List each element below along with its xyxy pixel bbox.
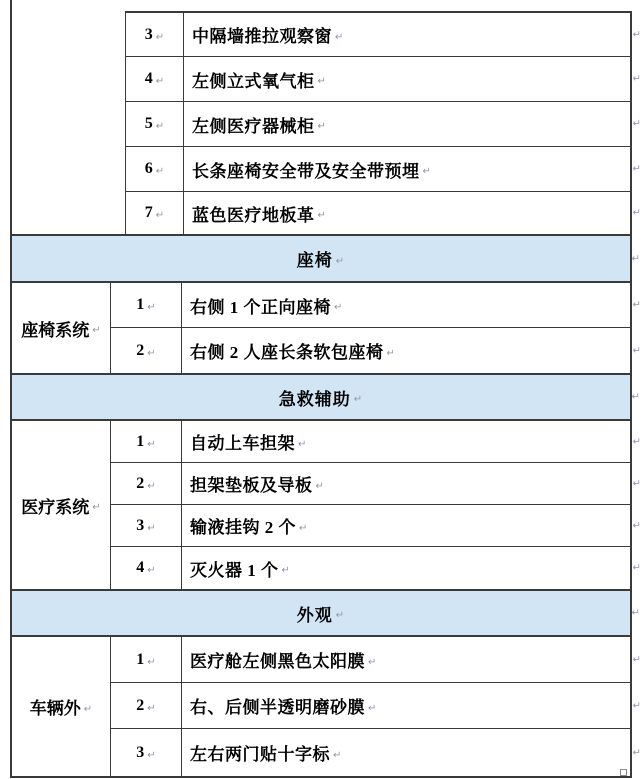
row-number: 2 [136, 341, 145, 359]
row-number-cell [111, 683, 182, 728]
paragraph-mark-icon: ↵ [92, 325, 101, 336]
section-header-text: 座椅 [296, 251, 333, 270]
paragraph-mark-icon: ↵ [315, 480, 325, 492]
row-desc: 右侧 1 个正向座椅 [190, 297, 331, 317]
section-header-seats [10, 236, 641, 283]
row-number-cell [126, 192, 184, 234]
section-label-cell [12, 421, 111, 589]
section-label: 座椅系统 [21, 320, 90, 340]
paragraph-mark-icon: ↵ [155, 76, 165, 87]
row-end-mark-icon: ↵ [632, 29, 641, 40]
section-cabin-fitout [10, 11, 641, 236]
row-desc: 长条座椅安全带及安全带预埋 [192, 161, 420, 181]
paragraph-mark-icon: ↵ [147, 656, 156, 668]
row-desc-cell [184, 13, 630, 56]
row-desc-cell [182, 547, 630, 589]
row-number-cell [111, 547, 182, 589]
row-number-cell [111, 328, 182, 373]
table-row [111, 683, 641, 729]
table-row [111, 421, 641, 463]
paragraph-mark-icon: ↵ [92, 502, 101, 513]
row-desc: 左右两门贴十字标 [190, 745, 330, 764]
section-header-exterior [10, 591, 641, 637]
row-desc-cell [184, 192, 630, 234]
row-number: 6 [144, 160, 153, 177]
paragraph-mark-icon: ↵ [317, 121, 327, 132]
row-number: 3 [144, 25, 153, 43]
section-label: 医疗系统 [21, 497, 90, 517]
row-desc-cell [182, 637, 630, 682]
paragraph-mark-icon: ↵ [147, 565, 156, 576]
row-desc-cell [182, 463, 630, 504]
row-number: 7 [144, 204, 153, 221]
row-desc-cell [182, 683, 630, 728]
row-number: 3 [136, 743, 145, 761]
row-desc: 中隔墙推拉观察窗 [192, 27, 332, 46]
row-number: 1 [136, 432, 145, 450]
row-desc-cell [184, 102, 630, 146]
section-header-text: 急救辅助 [278, 389, 351, 409]
row-desc: 灭火器 1 个 [190, 560, 279, 580]
row-desc-cell [184, 147, 630, 191]
paragraph-mark-icon: ↵ [334, 302, 343, 313]
row-number: 5 [144, 115, 153, 132]
row-desc: 右、后侧半透明磨砂膜 [190, 698, 365, 717]
paragraph-mark-icon: ↵ [368, 702, 377, 714]
row-number-cell [111, 637, 182, 682]
paragraph-mark-icon: ↵ [298, 438, 307, 450]
row-number: 4 [136, 559, 145, 576]
row-desc: 自动上车担架 [190, 434, 295, 453]
row-number: 4 [144, 70, 153, 87]
row-desc: 蓝色医疗地板革 [192, 205, 315, 225]
section-label: 车辆外 [29, 699, 81, 718]
row-desc: 输液挂钩 2 个 [190, 518, 296, 537]
row-end-mark-icon: ↵ [632, 345, 641, 356]
paragraph-mark-icon: ↵ [335, 255, 346, 267]
row-desc: 左侧立式氧气柜 [192, 71, 315, 91]
row-end-mark-icon: ↵ [632, 163, 641, 175]
row-end-mark-icon: ↵ [632, 299, 641, 311]
paragraph-mark-icon: ↵ [147, 702, 156, 714]
row-desc-cell [182, 421, 630, 462]
table-row [126, 13, 641, 57]
row-number: 1 [136, 650, 145, 668]
row-number-cell [126, 102, 184, 146]
table-row [111, 283, 641, 328]
paragraph-mark-icon: ↵ [155, 31, 165, 43]
row-number: 2 [136, 474, 145, 492]
table-left-border-continuation [10, 0, 632, 11]
row-number-cell [126, 57, 184, 101]
section-medical-system [10, 421, 641, 591]
row-number-cell [111, 283, 182, 327]
row-number-cell [111, 421, 182, 462]
row-end-mark-icon: ↵ [632, 478, 641, 489]
paragraph-mark-icon: ↵ [155, 210, 165, 221]
table-row [126, 192, 641, 234]
table-row [111, 463, 641, 505]
paragraph-mark-icon: ↵ [353, 394, 364, 405]
row-end-mark-icon: ↵ [632, 73, 641, 85]
paragraph-mark-icon: ↵ [281, 565, 291, 576]
paragraph-mark-icon: ↵ [317, 210, 327, 221]
section-header-first-aid [10, 375, 641, 421]
table-row [126, 102, 641, 147]
row-number-cell [111, 729, 182, 776]
section-label-cell [12, 283, 111, 373]
paragraph-mark-icon: ↵ [422, 166, 432, 177]
row-desc: 担架垫板及导板 [190, 476, 313, 495]
row-end-mark-icon: ↵ [631, 391, 641, 403]
row-number-cell [111, 505, 182, 546]
paragraph-mark-icon: ↵ [155, 121, 165, 132]
row-number-cell [126, 147, 184, 191]
table-row [126, 147, 641, 192]
paragraph-mark-icon: ↵ [147, 749, 156, 761]
table-row [111, 505, 641, 547]
row-end-mark-icon: ↵ [631, 253, 641, 264]
row-end-mark-icon: ↵ [632, 562, 641, 574]
section-label-cell-empty [12, 11, 126, 234]
section-vehicle-exterior [10, 637, 641, 778]
paragraph-mark-icon: ↵ [147, 438, 156, 450]
row-desc-cell [182, 328, 630, 373]
row-number-cell [126, 13, 184, 56]
row-desc: 右侧 2 人座长条软包座椅 [190, 343, 384, 362]
paragraph-mark-icon: ↵ [368, 656, 377, 668]
row-number-cell [111, 463, 182, 504]
row-end-mark-icon: ↵ [632, 700, 641, 711]
table-row [111, 328, 641, 373]
row-end-mark-icon: ↵ [632, 118, 641, 130]
paragraph-mark-icon: ↵ [335, 31, 344, 43]
row-end-mark-icon: ↵ [632, 520, 641, 531]
table-row [111, 729, 641, 776]
section-header-text: 外观 [296, 605, 333, 625]
spec-table [10, 0, 641, 778]
section-label-cell [12, 637, 111, 776]
row-desc: 左侧医疗器械柜 [192, 116, 315, 136]
paragraph-mark-icon: ↵ [333, 749, 342, 761]
row-end-mark-icon: ↵ [632, 654, 641, 665]
row-desc: 医疗舱左侧黑色太阳膜 [190, 652, 365, 671]
paragraph-mark-icon: ↵ [386, 347, 396, 359]
paragraph-mark-icon: ↵ [317, 76, 327, 87]
row-end-mark-icon: ↵ [632, 207, 641, 219]
row-number: 1 [136, 296, 145, 313]
paragraph-mark-icon: ↵ [147, 302, 156, 313]
table-row [111, 547, 641, 589]
paragraph-mark-icon: ↵ [335, 610, 346, 621]
row-number: 3 [136, 516, 145, 534]
paragraph-mark-icon: ↵ [147, 522, 156, 534]
row-desc-cell [182, 283, 630, 327]
paragraph-mark-icon: ↵ [155, 166, 165, 177]
row-end-mark-icon: ↵ [631, 607, 641, 619]
row-desc-cell [182, 505, 630, 546]
table-row [126, 57, 641, 102]
row-number: 2 [136, 696, 145, 714]
paragraph-mark-icon: ↵ [147, 480, 156, 492]
table-row [111, 637, 641, 683]
table-resize-handle-icon[interactable] [620, 769, 627, 776]
row-end-mark-icon: ↵ [632, 747, 641, 758]
paragraph-mark-icon: ↵ [83, 703, 93, 715]
row-end-mark-icon: ↵ [632, 436, 641, 447]
row-desc-cell [182, 729, 630, 776]
paragraph-mark-icon: ↵ [147, 347, 156, 359]
paragraph-mark-icon: ↵ [299, 522, 308, 534]
section-seat-system [10, 283, 641, 375]
row-desc-cell [184, 57, 630, 101]
